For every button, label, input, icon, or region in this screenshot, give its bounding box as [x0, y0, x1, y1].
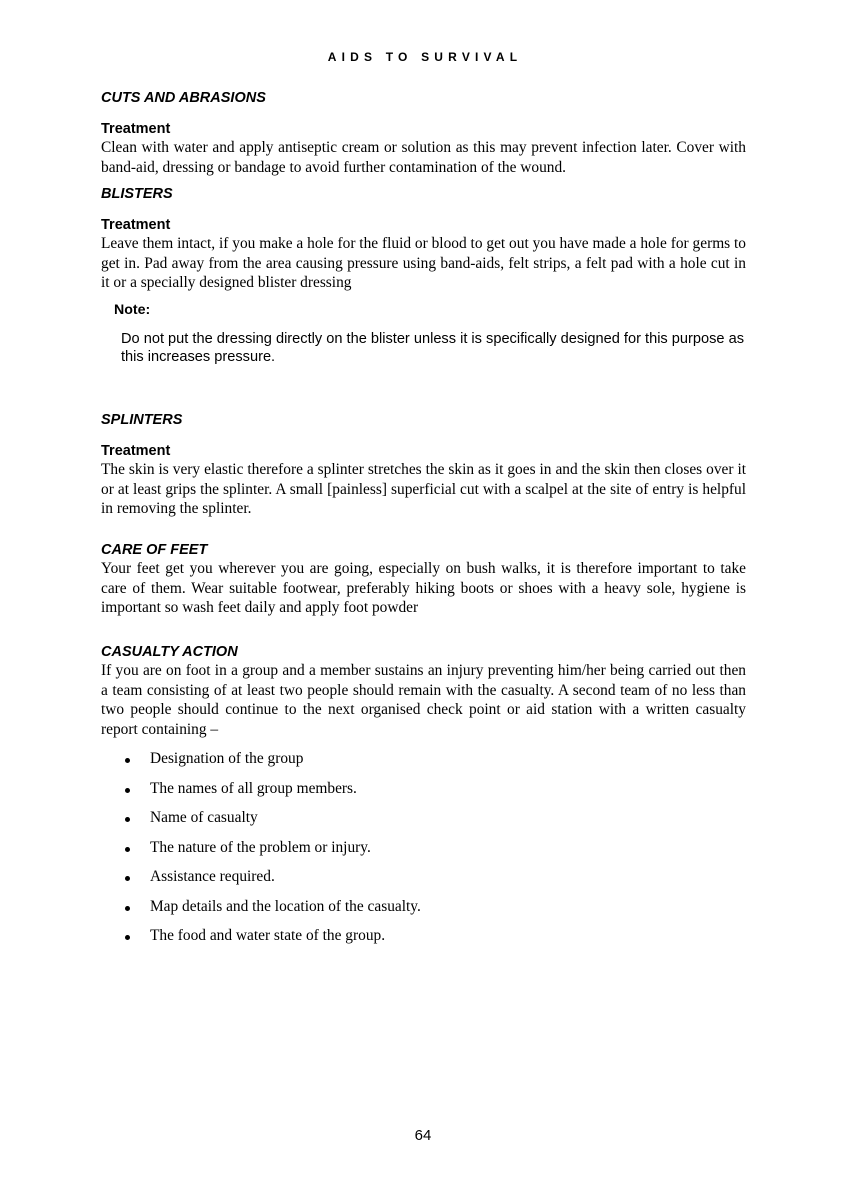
- cuts-treatment: [101, 120, 746, 177]
- section-blisters: [101, 185, 746, 203]
- blisters-note: [114, 302, 746, 318]
- cuts-body: Clean with water and apply antiseptic cream or solution as this may prevent infection later. Cover with band-aid, dressing or bandage to avoid further contamination of the wound.: [101, 139, 746, 176]
- treatment-subheading: Treatment: [101, 443, 171, 459]
- blisters-treatment: [101, 216, 746, 293]
- section-feet: [101, 541, 746, 618]
- page-number: 64: [414, 1127, 432, 1144]
- section-casualty: [101, 643, 746, 739]
- section-splinters: [101, 411, 746, 429]
- note-text: Do not put the dressing directly on the blister unless it is specifically designed for this purpose as this increases pressure.: [121, 331, 744, 366]
- note-label: Note:: [114, 302, 151, 318]
- blisters-note-body: [121, 330, 751, 367]
- blisters-body: Leave them intact, if you make a hole for the fluid or blood to get out you have made a hole for germs to get in. Pad away from the area causing pressure using band-aids, felt strips, a felt pad with a hole cut in it or a specially designed blister dressing: [101, 235, 746, 292]
- section-cuts: [101, 89, 746, 107]
- splinters-treatment: [101, 442, 746, 519]
- casualty-body: If you are on foot in a group and a member sustains an injury preventing him/her being carried out then a team consisting of at least two people should remain with the casualty. A second team of no less than two people should continue to the next organised check point or aid station with a written casualty report containing –: [101, 662, 746, 738]
- treatment-subheading: Treatment: [101, 121, 171, 137]
- bullet-icon: [125, 788, 130, 793]
- section-heading: SPLINTERS: [101, 412, 183, 428]
- section-heading: CUTS AND ABRASIONS: [101, 90, 266, 106]
- bullet-icon: [125, 817, 130, 822]
- bullet-icon: [125, 906, 130, 911]
- section-heading: CASUALTY ACTION: [101, 644, 238, 660]
- bullet-icon: [125, 847, 130, 852]
- feet-body: Your feet get you wherever you are going, especially on bush walks, it is therefore important to take care of them. Wear suitable footwear, preferably hiking boots or shoes with a heavy sole, hygiene is important so wash feet daily and apply foot powder: [101, 560, 746, 617]
- treatment-subheading: Treatment: [101, 217, 171, 233]
- bullet-icon: [125, 935, 130, 940]
- splinters-body: The skin is very elastic therefore a splinter stretches the skin as it goes in and the skin then closes over it or at least grips the splinter. A small [painless] superficial cut with a scalpel at the site of entry is helpful in removing the splinter.: [101, 461, 746, 518]
- running-head: AIDS TO SURVIVAL: [327, 50, 523, 64]
- bullet-icon: [125, 876, 130, 881]
- section-heading: CARE OF FEET: [101, 542, 208, 558]
- casualty-report-list: Designation of the group The names of all group members. Name of casualty The nature of the problem or injury. Assistance required. Map details and the location of the casualty. The food and water state of the group.: [101, 750, 746, 950]
- bullet-icon: [125, 758, 130, 763]
- section-heading: BLISTERS: [101, 186, 173, 202]
